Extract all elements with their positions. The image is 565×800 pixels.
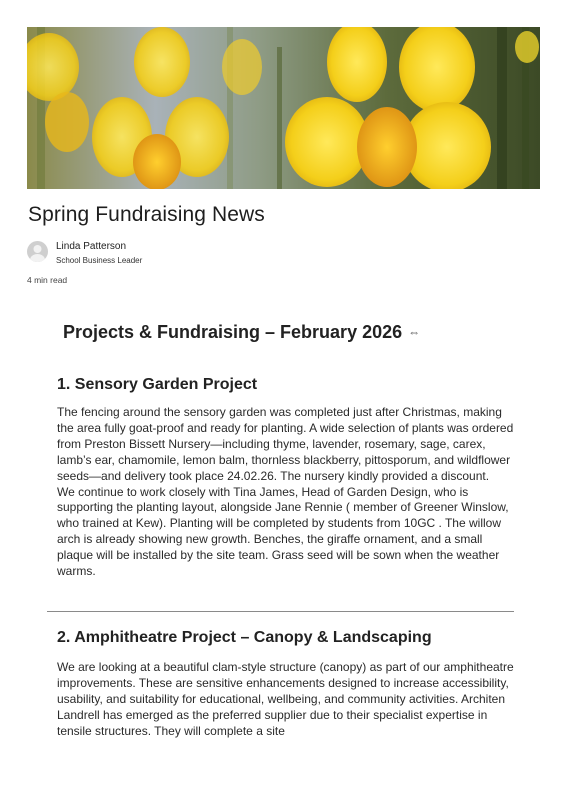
section-body-amphitheatre	[57, 660, 517, 740]
read-time: 4 min read	[27, 275, 68, 285]
section-divider	[47, 611, 514, 612]
section-title-text: Projects & Fundraising – February 2026	[63, 322, 403, 342]
author-name[interactable]: Linda Patterson	[56, 241, 127, 252]
header-image	[27, 27, 540, 189]
section-heading-sensory-garden: 1. Sensory Garden Project	[57, 376, 258, 393]
section-heading-amphitheatre: 2. Amphitheatre Project – Canopy & Landscaping	[57, 629, 432, 646]
paragraph: We are looking at a beautiful clam-style structure (canopy) as part of our amphitheatre improvements. These are sensitive enhancements designed to increase accessibility, usability, and suitability for educational, wellbeing, and community activities. Architen Landrell has emerged as the preferred supplier due to their specialist expertise in tensile structures. They will complete a site	[57, 660, 514, 738]
paragraph: We continue to work closely with Tina James, Head of Garden Design, who is supporting the planting layout, alongside Jane Rennie ( member of Greener Winslow, who trained at Kew). Planting will be completed by students from 10GC . The willow arch is already showing new growth. Benches, the giraffe ornament, and a small plaque will be installed by the site team. Grass seed will be sown when the weather warms.	[57, 484, 509, 579]
link-icon[interactable]: ⇔	[408, 325, 421, 339]
section-body-sensory-garden	[57, 405, 517, 580]
section-title	[63, 322, 420, 343]
paragraph: The fencing around the sensory garden was completed just after Christmas, making the area fully goat-proof and ready for planting. A wide selection of plants was ordered from Preston Bissett Nursery—including thyme, lavender, rosemary, sage, carex, lamb’s ear, chamomile, lemon balm, thornless blackberry, pittosporum, and wildflower seeds—and delivery took place 24.02.26. The nursery kindly provided a discount.	[57, 405, 514, 483]
article-title: Spring Fundraising News	[28, 203, 265, 226]
daffodil-banner-image	[27, 27, 540, 189]
author-role: School Business Leader	[56, 256, 143, 265]
user-avatar-icon[interactable]	[27, 241, 48, 262]
